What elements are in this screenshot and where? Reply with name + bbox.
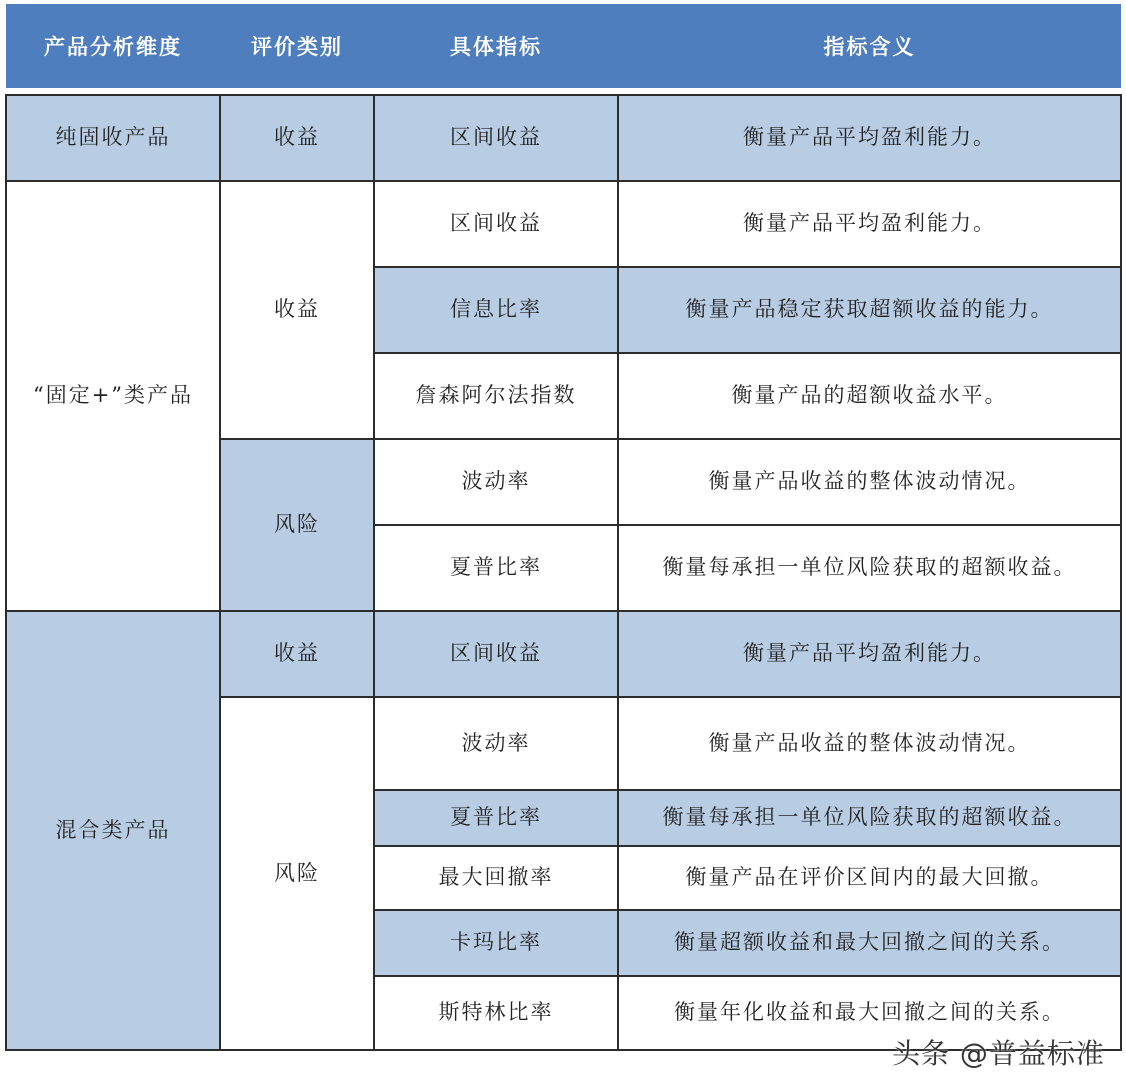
category-cell: 风险 xyxy=(220,439,374,611)
category-cell: 收益 xyxy=(220,95,374,181)
metric-cell: 波动率 xyxy=(374,697,618,790)
metric-cell: 夏普比率 xyxy=(374,790,618,846)
metric-cell: 斯特林比率 xyxy=(374,976,618,1050)
meaning-cell: 衡量产品在评价区间内的最大回撤。 xyxy=(618,846,1121,910)
dimension-cell-pure-fixed: 纯固收产品 xyxy=(6,95,220,181)
dimension-cell-mixed: 混合类产品 xyxy=(6,611,220,1050)
table-row xyxy=(6,95,1121,181)
meaning-cell: 衡量每承担一单位风险获取的超额收益。 xyxy=(618,525,1121,611)
meaning-cell: 衡量产品平均盈利能力。 xyxy=(618,181,1121,267)
header-dimension: 产品分析维度 xyxy=(6,4,220,88)
indicator-table-container xyxy=(5,4,1120,1054)
header-meaning: 指标含义 xyxy=(618,4,1121,88)
meaning-cell: 衡量产品收益的整体波动情况。 xyxy=(618,697,1121,790)
table-header-row xyxy=(6,4,1121,88)
metric-cell: 信息比率 xyxy=(374,267,618,353)
category-cell: 收益 xyxy=(220,181,374,439)
metric-cell: 夏普比率 xyxy=(374,525,618,611)
meaning-cell: 衡量年化收益和最大回撤之间的关系。 xyxy=(618,976,1121,1050)
dimension-cell-fixed-plus: “固定+”类产品 xyxy=(6,181,220,611)
meaning-cell: 衡量超额收益和最大回撤之间的关系。 xyxy=(618,910,1121,976)
meaning-cell: 衡量产品的超额收益水平。 xyxy=(618,353,1121,439)
metric-cell: 最大回撤率 xyxy=(374,846,618,910)
meaning-cell: 衡量产品平均盈利能力。 xyxy=(618,95,1121,181)
meaning-cell: 衡量产品平均盈利能力。 xyxy=(618,611,1121,697)
header-metric: 具体指标 xyxy=(374,4,618,88)
table-row xyxy=(6,611,1121,697)
metric-cell: 卡玛比率 xyxy=(374,910,618,976)
header-category: 评价类别 xyxy=(220,4,374,88)
category-cell: 收益 xyxy=(220,611,374,697)
category-cell: 风险 xyxy=(220,697,374,1050)
metric-cell: 区间收益 xyxy=(374,95,618,181)
metric-cell: 波动率 xyxy=(374,439,618,525)
metric-cell: 区间收益 xyxy=(374,181,618,267)
meaning-cell: 衡量产品收益的整体波动情况。 xyxy=(618,439,1121,525)
watermark-text: 头条 @普益标准 xyxy=(892,1037,1105,1070)
metric-cell: 詹森阿尔法指数 xyxy=(374,353,618,439)
table-row xyxy=(6,181,1121,267)
metric-cell: 区间收益 xyxy=(374,611,618,697)
meaning-cell: 衡量产品稳定获取超额收益的能力。 xyxy=(618,267,1121,353)
indicator-table xyxy=(5,4,1122,1051)
meaning-cell: 衡量每承担一单位风险获取的超额收益。 xyxy=(618,790,1121,846)
